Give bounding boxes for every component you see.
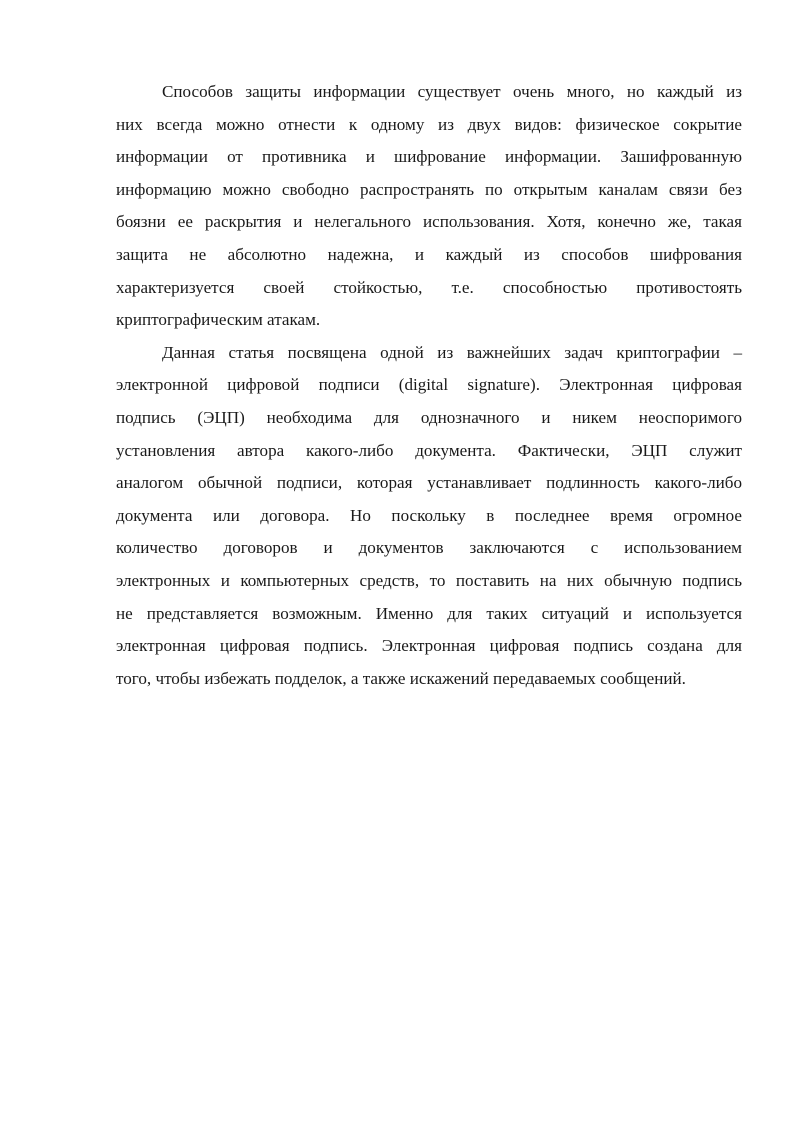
document-body [116,76,742,695]
paragraph-line: Способов защиты информации существует очень много, но каждый из [162,82,742,101]
paragraph-line: информации от противника и шифрование информации. Зашифрованную [116,147,742,167]
paragraph-line: боязни ее раскрытия и нелегального использования. Хотя, конечно же, такая [116,212,742,232]
paragraph-2 [116,337,742,696]
paragraph-line: характеризуется своей стойкостью, т.е. способностью противостоять [116,277,742,297]
paragraph-line: того, чтобы избежать подделок, а также искажений передаваемых сообщений. [116,668,686,688]
paragraph-line: установления автора какого-либо документа. Фактически, ЭЦП служит [116,440,742,460]
paragraph-line: защита не абсолютно надежна, и каждый из способов шифрования [116,244,742,264]
paragraph-line: электронной цифровой подписи (digital signature). Электронная цифровая [116,375,742,395]
paragraph-line: криптографическим атакам. [116,310,321,330]
paragraph-line: Данная статья посвящена одной из важнейших задач криптографии – [162,342,742,362]
paragraph-line: информацию можно свободно распространять по открытым каналам связи без [116,179,742,199]
paragraph-line: аналогом обычной подписи, которая устанавливает подлинность какого-либо [116,473,742,493]
paragraph-line: них всегда можно отнести к одному из двух видов: физическое сокрытие [116,114,742,134]
paragraph-line: не представляется возможным. Именно для таких ситуаций и используется [116,603,742,623]
paragraph-line: электронная цифровая подпись. Электронная цифровая подпись создана для [116,636,742,656]
paragraph-line: количество договоров и документов заключаются с использованием [116,538,742,558]
paragraph-1 [116,76,742,337]
paragraph-line: подпись (ЭЦП) необходима для однозначного и никем неоспоримого [116,407,742,427]
paragraph-line: документа или договора. Но поскольку в последнее время огромное [116,505,742,525]
paragraph-line: электронных и компьютерных средств, то поставить на них обычную подпись [116,570,742,590]
